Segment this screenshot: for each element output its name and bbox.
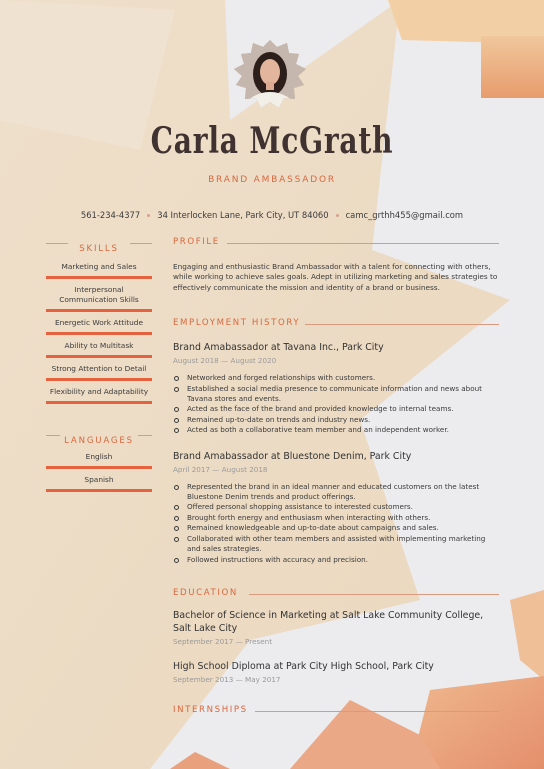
divider-line (249, 594, 499, 595)
education-heading-text: EDUCATION (173, 587, 238, 598)
languages-heading (46, 428, 152, 446)
bullet-item: Acted as both a collaborative team member and an independent worker. (173, 425, 499, 435)
skill-item: Energetic Work Attitude (46, 312, 152, 335)
phone-text: 561-234-4377 (80, 210, 141, 220)
corner-shape-bottom-small (170, 752, 230, 769)
language-item: Spanish (46, 469, 152, 492)
skill-item: Strong Attention to Detail (46, 358, 152, 381)
job-entry-dates: April 2017 — August 2018 (173, 464, 268, 474)
divider-line (46, 435, 60, 436)
bullet-item: Established a social media presence to communicate information and news about Tavana stores and events. (173, 384, 499, 405)
address-text: 34 Interlocken Lane, Park City, UT 84060 (157, 210, 329, 220)
bullet-item: Represented the brand in an ideal manner and educated customers on the latest Bluestone Denim trends and product offerings. (173, 482, 499, 503)
bullet-item: Collaborated with other team members and assisted with implementing marketing and sales strategies. (173, 534, 499, 555)
profile-summary: Engaging and enthusiastic Brand Ambassador with a talent for connecting with others, while working to achieve sales goals. Adept in utilizing marketing and sales strategies to effectively communicate the mission and identity of a brand or business. (173, 262, 498, 292)
skill-item: Ability to Multitask (46, 335, 152, 358)
bullet-item: Networked and forged relationships with customers. (173, 373, 499, 383)
job-entry-dates: August 2018 — August 2020 (173, 356, 277, 366)
skills-heading (46, 236, 152, 254)
divider-line (227, 243, 499, 244)
corner-block-top (481, 36, 544, 98)
contact-line (0, 210, 544, 220)
divider-line (305, 324, 499, 325)
education-entry-title: Bachelor of Science in Marketing at Salt Lake Community College, Salt Lake City (173, 609, 484, 634)
education-heading (173, 587, 499, 601)
job-bullets (173, 373, 499, 435)
separator-dot (147, 214, 150, 217)
bullet-item: Remained up-to-date on trends and industry news. (173, 415, 499, 425)
profile-heading-text: PROFILE (173, 237, 220, 247)
divider-line (255, 711, 499, 712)
left-column (46, 236, 152, 492)
job-entry (173, 450, 499, 565)
job-bullets (173, 482, 499, 565)
education-entry-dates: September 2013 — May 2017 (173, 674, 281, 684)
skill-item: Interpersonal Communication Skills (46, 279, 152, 312)
education-entry-dates: September 2017 — Present (173, 636, 273, 646)
skills-heading-text: SKILLS (79, 244, 119, 254)
bullet-item: Brought forth energy and enthusiasm when interacting with others. (173, 513, 499, 523)
education-entry (173, 660, 499, 684)
skill-item: Marketing and Sales (46, 256, 152, 279)
divider-line (46, 243, 68, 244)
profile-heading (173, 236, 499, 250)
employment-heading-text: EMPLOYMENT HISTORY (173, 318, 301, 329)
job-entry-title: Brand Amabassador at Bluestone Denim, Park City (173, 450, 412, 462)
bullet-item: Acted as the face of the brand and provided knowledge to internal teams. (173, 404, 499, 414)
job-entry (173, 341, 499, 435)
right-column (173, 236, 499, 718)
job-entry-title: Brand Amabassador at Tavana Inc., Park City (173, 342, 384, 354)
candidate-name: Carla McGrath (150, 120, 394, 162)
bullet-item: Followed instructions with accuracy and precision. (173, 555, 499, 565)
divider-line (138, 435, 152, 436)
avatar (232, 40, 308, 112)
languages-heading-text: LANGUAGES (64, 436, 134, 446)
separator-dot (336, 214, 339, 217)
internships-heading (173, 704, 499, 718)
skill-item: Flexibility and Adaptability (46, 381, 152, 404)
bullet-item: Remained knowledgeable and up-to-date about campaigns and sales. (173, 523, 499, 533)
language-item: English (46, 446, 152, 469)
internships-heading-text: INTERNSHIPS (173, 704, 248, 715)
job-title: BRAND AMBASSADOR (208, 175, 336, 185)
profile-photo (232, 40, 308, 112)
corner-shape-right (510, 590, 544, 680)
bullet-item: Offered personal shopping assistance to interested customers. (173, 502, 499, 512)
employment-heading (173, 317, 499, 331)
divider-line (130, 243, 152, 244)
education-entry (173, 609, 499, 646)
email-link[interactable]: camc_grthh455@gmail.com (345, 210, 464, 220)
education-entry-title: High School Diploma at Park City High School, Park City (173, 660, 434, 672)
